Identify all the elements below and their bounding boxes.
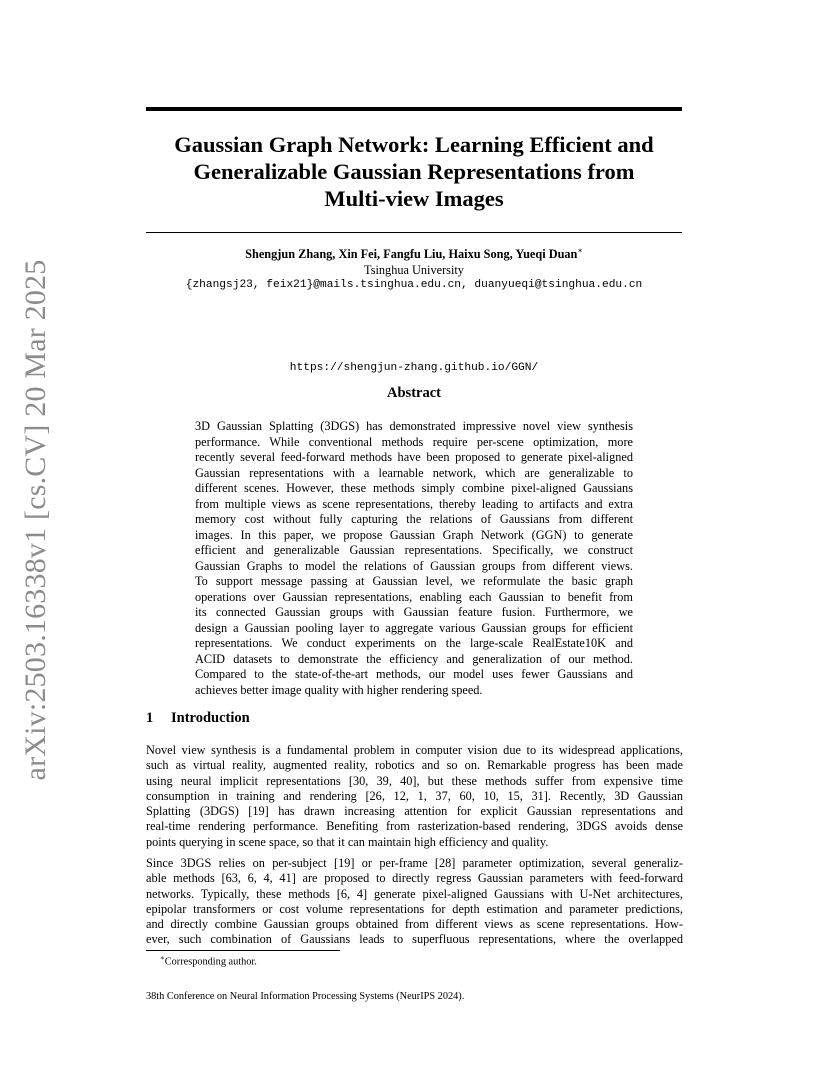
paragraph-line: real-time rendering performance. Benefiting from rasterization-based rendering, 3DGS avoids dense bbox=[146, 819, 683, 834]
paragraph-line: using neural implicit representations [30, 39, 40], but these methods suffer from expensive time bbox=[146, 773, 683, 788]
intro-paragraph-2 bbox=[146, 856, 683, 948]
abstract-line: ACID datasets to demonstrate the efficiency and generalization of our method. bbox=[195, 651, 633, 666]
abstract-line: images. In this paper, we propose Gaussian Graph Network (GGN) to generate bbox=[195, 527, 633, 542]
paragraph-line: such as virtual reality, augmented reality, robotics and so on. Remarkable progress has been made bbox=[146, 758, 683, 773]
title-top-rule bbox=[146, 107, 682, 111]
section-title: Introduction bbox=[171, 710, 250, 726]
paragraph-line: and directly combine Gaussian groups obtained from different views as scene representations. How- bbox=[146, 917, 683, 932]
paper-title bbox=[146, 131, 682, 212]
title-line: Generalizable Gaussian Representations from bbox=[193, 159, 635, 184]
title-bottom-rule bbox=[146, 232, 682, 233]
paragraph-line: points querying in scene space, so that it can maintain high efficiency and quality. bbox=[146, 834, 549, 849]
footnote bbox=[160, 954, 257, 967]
abstract-line: To support message passing at Gaussian level, we reformulate the basic graph bbox=[195, 574, 633, 588]
venue-note: 38th Conference on Neural Information Processing Systems (NeurIPS 2024). bbox=[146, 991, 465, 1002]
footnote-text: Corresponding author. bbox=[164, 956, 257, 968]
footnote-mark: ∗ bbox=[160, 954, 165, 962]
abstract-line: achieves better image quality with higher rendering speed. bbox=[195, 682, 483, 697]
title-line: Multi-view Images bbox=[324, 186, 504, 211]
author-block bbox=[146, 243, 682, 294]
abstract-line: Compared to the state-of-the-art methods, our model uses fewer Gaussians and bbox=[195, 667, 633, 681]
paragraph-line: networks. Typically, these methods [6, 4] generate pixel-aligned Gaussians with U-Net architectures, bbox=[146, 886, 683, 901]
abstract-line: Gaussian Graphs to model the relations of Gaussian groups from different views. bbox=[195, 558, 633, 573]
abstract-line: operations over Gaussian representations, enabling each Gaussian to benefit from bbox=[195, 589, 633, 604]
section-number: 1 bbox=[146, 710, 154, 726]
abstract-line: Gaussian representations with a learnable network, which are generalizable to bbox=[195, 465, 633, 480]
abstract-line: design a Gaussian pooling layer to aggregate various Gaussian groups for efficient bbox=[195, 620, 633, 635]
paragraph-line: consumption in training and rendering [26, 12, 1, 37, 60, 10, 15, 31]. Recently, 3D Gaussian bbox=[146, 788, 683, 803]
corresponding-mark: ∗ bbox=[577, 246, 583, 255]
paragraph-line: epipolar transformers or cost volume representations for depth estimation and parameter predictions, bbox=[146, 901, 683, 916]
abstract-line: different scenes. However, these methods simply combine pixel-aligned Gaussians bbox=[195, 481, 633, 495]
abstract-line: recently several feed-forward methods have been proposed to generate pixel-aligned bbox=[195, 450, 633, 464]
abstract-line: performance. While conventional methods require per-scene optimization, more bbox=[195, 434, 633, 449]
abstract-line: efficient and generalizable Gaussian representations. Specifically, we construct bbox=[195, 543, 633, 557]
abstract-line: memory cost without fully capturing the relations of Gaussians from different bbox=[195, 512, 633, 526]
intro-paragraph-1 bbox=[146, 743, 683, 850]
author-list: Shengjun Zhang, Xin Fei, Fangfu Liu, Haixu Song, Yueqi Duan bbox=[245, 247, 578, 262]
abstract-line: 3D Gaussian Splatting (3DGS) has demonstrated impressive novel view synthesis bbox=[195, 419, 633, 433]
paragraph-line: Since 3DGS relies on per-subject [19] or per-frame [28] parameter optimization, several generaliz- bbox=[146, 856, 683, 870]
paragraph-line: ever, such combination of Gaussians leads to superfluous representations, where the overlapped bbox=[146, 932, 683, 947]
footnote-rule bbox=[146, 950, 340, 951]
abstract-heading: Abstract bbox=[387, 385, 441, 401]
affiliation: Tsinghua University bbox=[364, 262, 464, 277]
paragraph-line: Novel view synthesis is a fundamental problem in computer vision due to its widespread applications, bbox=[146, 743, 683, 757]
arxiv-stamp: arXiv:2503.16338v1 [cs.CV] 20 Mar 2025 bbox=[19, 259, 52, 781]
project-url-link[interactable]: https://shengjun-zhang.github.io/GGN/ bbox=[289, 362, 539, 374]
paragraph-line: able methods [63, 6, 4, 41] are proposed to directly regress Gaussian parameters with feed-forward bbox=[146, 871, 683, 886]
author-names bbox=[146, 243, 682, 263]
title-line: Gaussian Graph Network: Learning Efficient and bbox=[174, 132, 654, 157]
abstract-body bbox=[195, 419, 633, 698]
abstract-line: its connected Gaussian groups with Gaussian feature fusion. Furthermore, we bbox=[195, 605, 633, 619]
paragraph-line: Splatting (3DGS) [19] has drawn increasing attention for explicit Gaussian representations and bbox=[146, 804, 683, 819]
author-emails: {zhangsj23, feix21}@mails.tsinghua.edu.cn, duanyueqi@tsinghua.edu.cn bbox=[185, 279, 643, 292]
abstract-line: representations. We conduct experiments on the large-scale RealEstate10K and bbox=[195, 636, 633, 650]
abstract-line: from multiple views as scene representations, thereby leading to artifacts and extra bbox=[195, 496, 633, 511]
section-heading-introduction bbox=[146, 710, 250, 727]
